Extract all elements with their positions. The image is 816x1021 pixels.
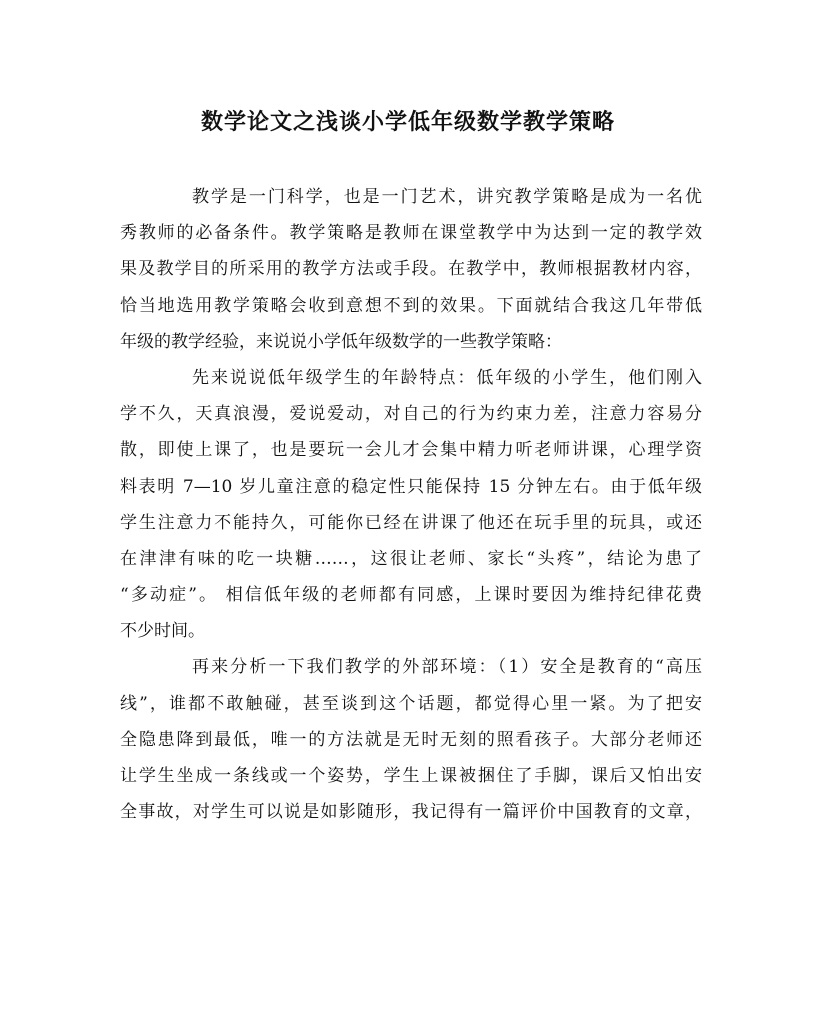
- text-line: 学不久，天真浪漫，爱说爱动，对自己的行为约束力差，注意力容易分: [120, 404, 702, 425]
- text-line: 线”，谁都不敢触碰，甚至谈到这个话题，都觉得心里一紧。为了把安: [120, 693, 702, 714]
- text-line: 不少时间。: [120, 621, 205, 642]
- text-line: 果及教学目的所采用的教学方法或手段。在教学中，教师根据教材内容，: [120, 259, 702, 280]
- text-line: 散，即使上课了，也是要玩一会儿才会集中精力听老师讲课，心理学资: [120, 440, 702, 461]
- text-line: 先来说说低年级学生的年龄特点：低年级的小学生，他们刚入: [192, 367, 702, 388]
- text-line: “多动症”。 相信低年级的老师都有同感，上课时要因为维持纪律花费: [120, 585, 702, 606]
- document-title: 数学论文之浅谈小学低年级数学教学策略: [200, 109, 615, 135]
- text-line: 秀教师的必备条件。教学策略是教师在课堂教学中为达到一定的教学效: [120, 223, 702, 244]
- paragraph-1: [120, 179, 702, 360]
- text-line: 料表明 7—10 岁儿童注意的稳定性只能保持 15 分钟左右。由于低年级: [120, 476, 702, 497]
- text-line: 学生注意力不能持久，可能你已经在讲课了他还在玩手里的玩具，或还: [120, 512, 702, 533]
- text-line: 让学生坐成一条线或一个姿势，学生上课被捆住了手脚，课后又怕出安: [120, 766, 702, 786]
- text-line: 恰当地选用教学策略会收到意想不到的效果。下面就结合我这几年带低: [120, 295, 702, 316]
- document-body: [120, 179, 702, 830]
- text-line: 全隐患降到最低，唯一的方法就是无时无刻的照看孩子。大部分老师还: [120, 729, 702, 750]
- paragraph-2: [120, 360, 702, 650]
- text-line: 再来分析一下我们教学的外部环境：（1）安全是教育的“高压: [192, 657, 702, 678]
- text-line: 年级的教学经验，来说说小学低年级数学的一些教学策略：: [120, 331, 562, 352]
- text-line: 全事故，对学生可以说是如影随形，我记得有一篇评价中国教育的文章，: [120, 802, 702, 823]
- text-line: 在津津有味的吃一块糖……，这很让老师、家长“头疼”，结论为患了: [120, 548, 702, 569]
- paragraph-3: [120, 649, 702, 830]
- text-line: 教学是一门科学，也是一门艺术，讲究教学策略是成为一名优: [192, 187, 702, 207]
